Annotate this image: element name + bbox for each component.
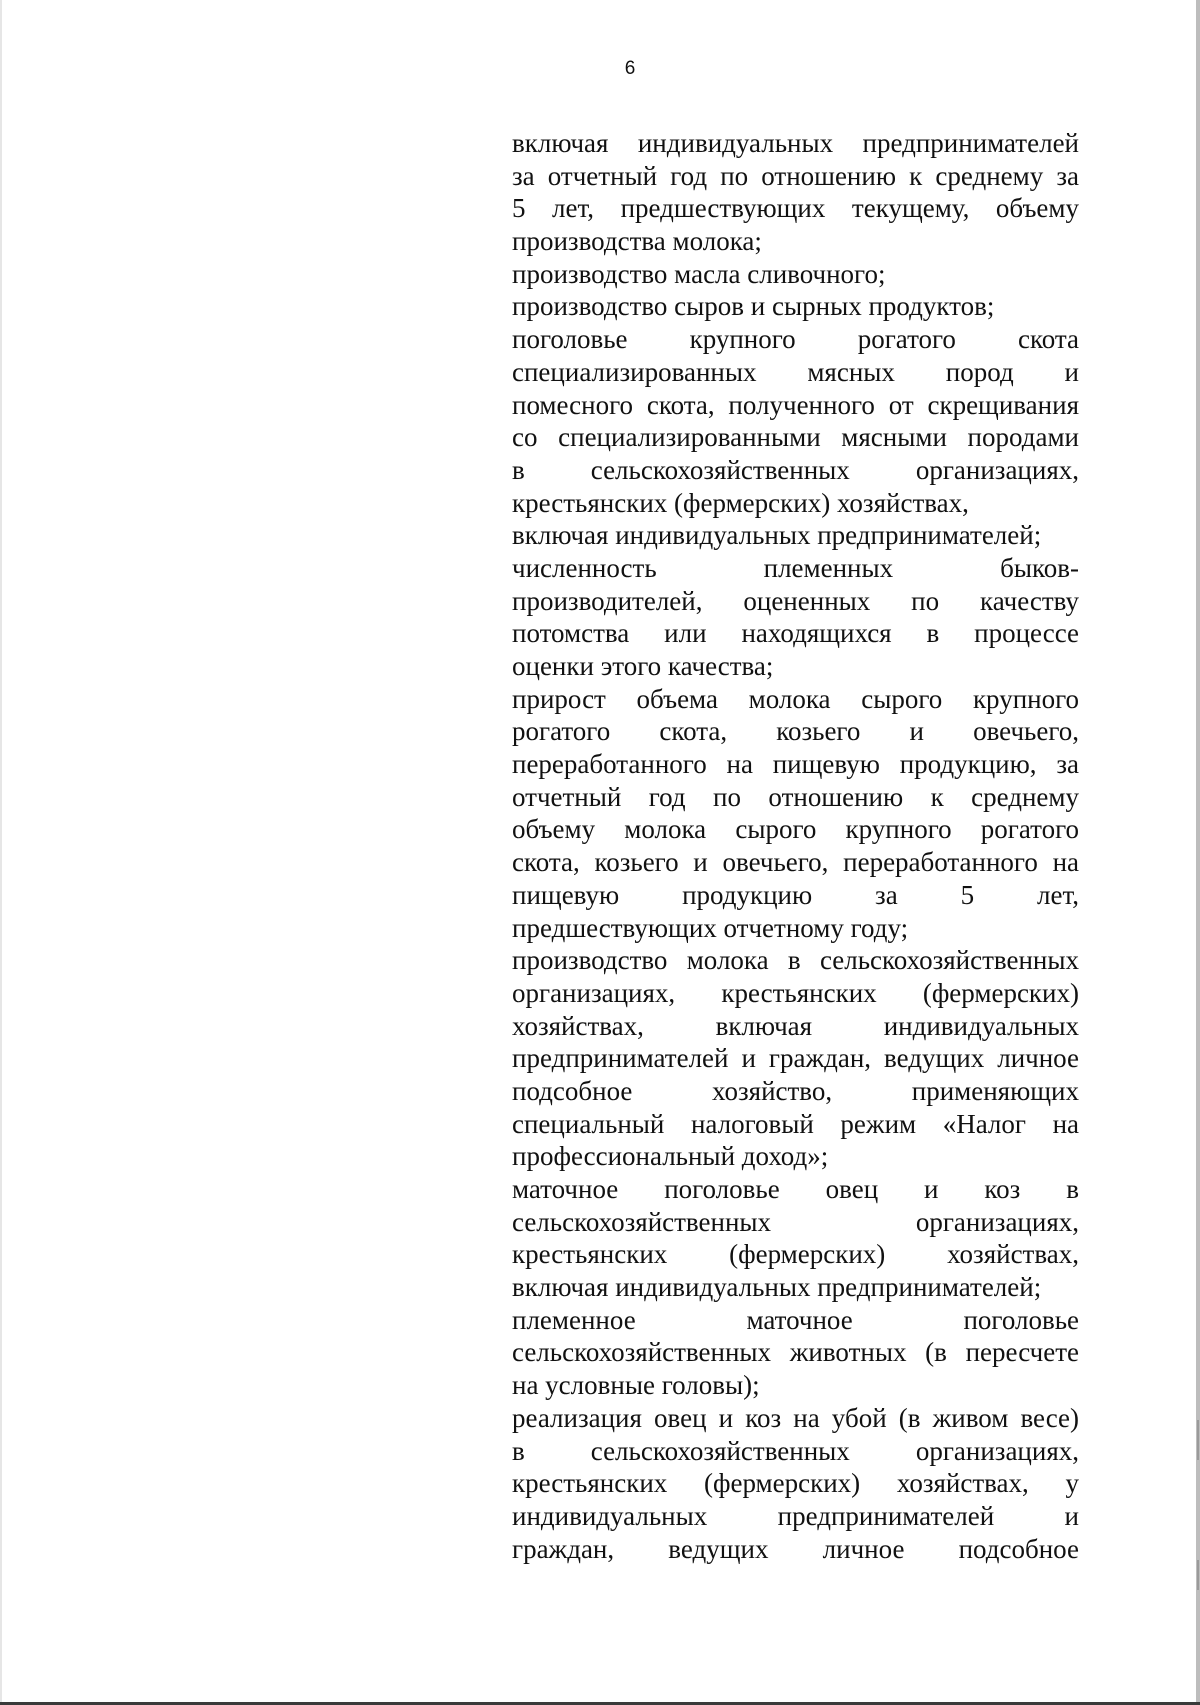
text-line: пищевую продукцию за 5 лет, xyxy=(512,879,1079,910)
scan-edge-mark xyxy=(1197,1560,1199,1590)
scan-left-edge xyxy=(0,0,2,1705)
text-line: крестьянских (фермерских) хозяйствах, xyxy=(512,487,969,518)
text-line: в сельскохозяйственных организациях, xyxy=(512,454,1079,485)
text-line: производство масла сливочного; xyxy=(512,258,886,289)
text-line: поголовье крупного рогатого скота xyxy=(512,324,1079,355)
text-line: в сельскохозяйственных организациях, xyxy=(512,1435,1079,1466)
text-line: профессиональный доход»; xyxy=(512,1141,829,1172)
text-line: предпринимателей и граждан, ведущих личное xyxy=(512,1043,1079,1074)
text-line: крестьянских (фермерских) хозяйствах, у xyxy=(512,1468,1079,1499)
text-line: племенное маточное поголовье xyxy=(512,1304,1079,1335)
text-line: индивидуальных предпринимателей и xyxy=(512,1500,1079,1531)
body-text xyxy=(512,127,1079,1565)
text-line: оценки этого качества; xyxy=(512,651,774,681)
text-line: производство молока в сельскохозяйственных xyxy=(512,945,1079,976)
text-line: на условные головы); xyxy=(512,1370,760,1401)
text-line: организациях, крестьянских (фермерских) xyxy=(512,977,1079,1008)
text-line: объему молока сырого крупного рогатого xyxy=(512,814,1079,845)
text-line: хозяйствах, включая индивидуальных xyxy=(512,1010,1079,1041)
text-line: включая индивидуальных предпринимателей; xyxy=(512,520,1042,551)
text-line: специализированных мясных пород и xyxy=(512,356,1079,387)
text-line: со специализированными мясными породами xyxy=(512,422,1079,453)
text-line: отчетный год по отношению к среднему xyxy=(512,781,1079,812)
text-line: помесного скота, полученного от скрещивания xyxy=(512,389,1079,420)
text-line: 5 лет, предшествующих текущему, объему xyxy=(512,193,1079,224)
text-line: включая индивидуальных предпринимателей xyxy=(512,128,1079,158)
text-line: реализация овец и коз на убой (в живом весе) xyxy=(512,1402,1079,1433)
text-line: рогатого скота, козьего и овечьего, xyxy=(512,716,1079,747)
text-line: производства молока; xyxy=(512,226,762,257)
text-line: численность племенных быков- xyxy=(512,552,1079,583)
text-line: маточное поголовье овец и коз в xyxy=(512,1174,1079,1204)
text-line: за отчетный год по отношению к среднему за xyxy=(512,160,1079,191)
text-line: потомства или находящихся в процессе xyxy=(512,618,1079,649)
text-line: производство сыров и сырных продуктов; xyxy=(512,291,995,322)
text-line: сельскохозяйственных организациях, xyxy=(512,1206,1079,1237)
text-line: переработанного на пищевую продукцию, за xyxy=(512,749,1079,780)
text-line: включая индивидуальных предпринимателей; xyxy=(512,1272,1042,1303)
text-line: производителей, оцененных по качеству xyxy=(512,585,1079,616)
text-line: прирост объема молока сырого крупного xyxy=(512,683,1079,714)
scan-edge-mark xyxy=(1197,1420,1199,1460)
text-line: предшествующих отчетному году; xyxy=(512,912,909,943)
text-line: специальный налоговый режим «Налог на xyxy=(512,1108,1079,1139)
text-line: скота, козьего и овечьего, переработанного на xyxy=(512,847,1079,878)
page-number: 6 xyxy=(624,58,636,79)
text-line: сельскохозяйственных животных (в пересчете xyxy=(512,1337,1079,1368)
text-line: граждан, ведущих личное подсобное xyxy=(512,1533,1079,1564)
text-line: крестьянских (фермерских) хозяйствах, xyxy=(512,1239,1079,1270)
text-line: подсобное хозяйство, применяющих xyxy=(512,1075,1079,1106)
